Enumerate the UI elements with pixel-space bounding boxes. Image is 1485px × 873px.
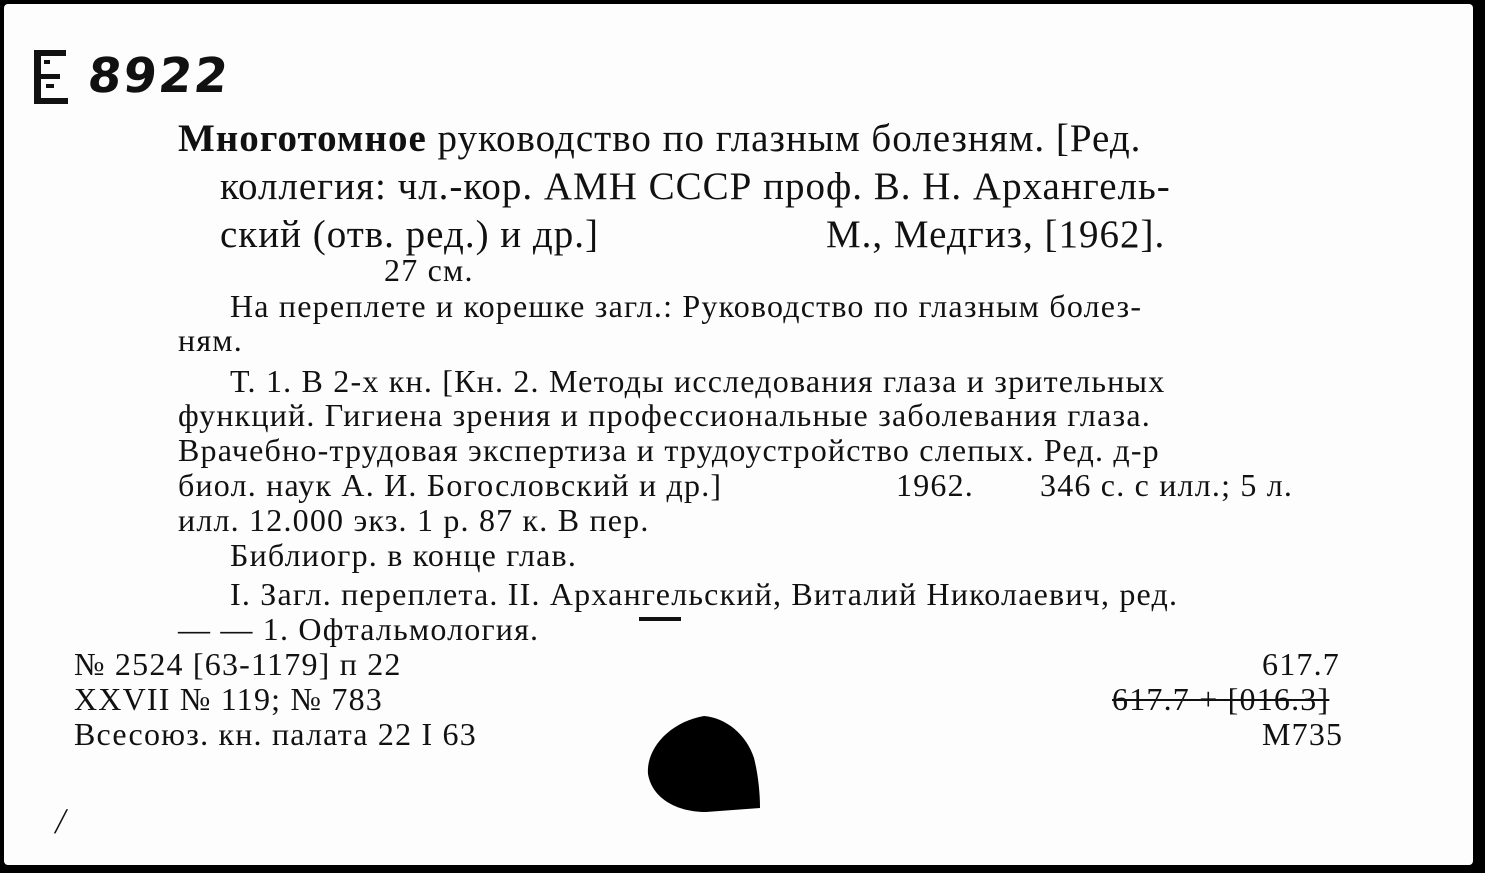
pencil-slash-mark: / [52, 801, 70, 841]
volume-line-5: илл. 12.000 экз. 1 р. 87 к. В пер. [178, 502, 650, 538]
volume-pages: 346 с. с илл.; 5 л. [1040, 467, 1294, 503]
punch-hole [646, 714, 762, 814]
chamber-line: Всесоюз. кн. палата 22 I 63 [74, 716, 477, 752]
title-line-3-left: ский (отв. ред.) и др.] [220, 213, 600, 256]
volume-line-3: Врачебно-трудовая экспертиза и трудоустройство слепых. Ред. д-р [178, 432, 1160, 468]
volume-year: 1962. [896, 467, 974, 503]
tracing-line-1: I. Загл. переплета. II. Архангельский, Виталий Николаевич, ред. [230, 576, 1179, 612]
registration-code-2: XXVII № 119; № 783 [74, 681, 384, 717]
udc-code-struck: 617.7 + [016.3] [1112, 681, 1330, 717]
note-line-1: На переплете и корешке загл.: Руководство по глазным болез- [230, 288, 1143, 324]
stamp-mark [30, 48, 72, 108]
volume-line-2: функций. Гигиена зрения и профессиональные заболевания глаза. [178, 397, 1151, 433]
title-rest: руководство по глазным болезням. [Ред. [437, 117, 1142, 160]
registration-code-1: № 2524 [63-1179] п 22 [74, 646, 402, 682]
volume-line-1: Т. 1. В 2-х кн. [Кн. 2. Методы исследования глаза и зрительных [230, 363, 1166, 399]
volume-line-4-left: биол. наук А. И. Богословский и др.] [178, 467, 723, 503]
card-edge-shadow [1473, 0, 1485, 873]
title-line-2: коллегия: чл.-кор. АМН СССР проф. В. Н. Архангель- [220, 165, 1171, 208]
note-line-2: ням. [178, 322, 243, 358]
accession-number: 8922 [85, 48, 233, 104]
title-line-1 [178, 116, 1141, 161]
imprint: М., Медгиз, [1962]. [826, 213, 1166, 256]
bibliography-note: Библиогр. в конце глав. [230, 537, 578, 573]
pencil-dash-mark [639, 617, 681, 621]
author-mark: М735 [1262, 716, 1344, 752]
size-note: 27 см. [384, 252, 474, 288]
title-bold: Многотомное [178, 117, 427, 160]
tracing-line-2: — — 1. Офтальмология. [178, 611, 540, 647]
udc-code: 617.7 [1262, 646, 1340, 682]
